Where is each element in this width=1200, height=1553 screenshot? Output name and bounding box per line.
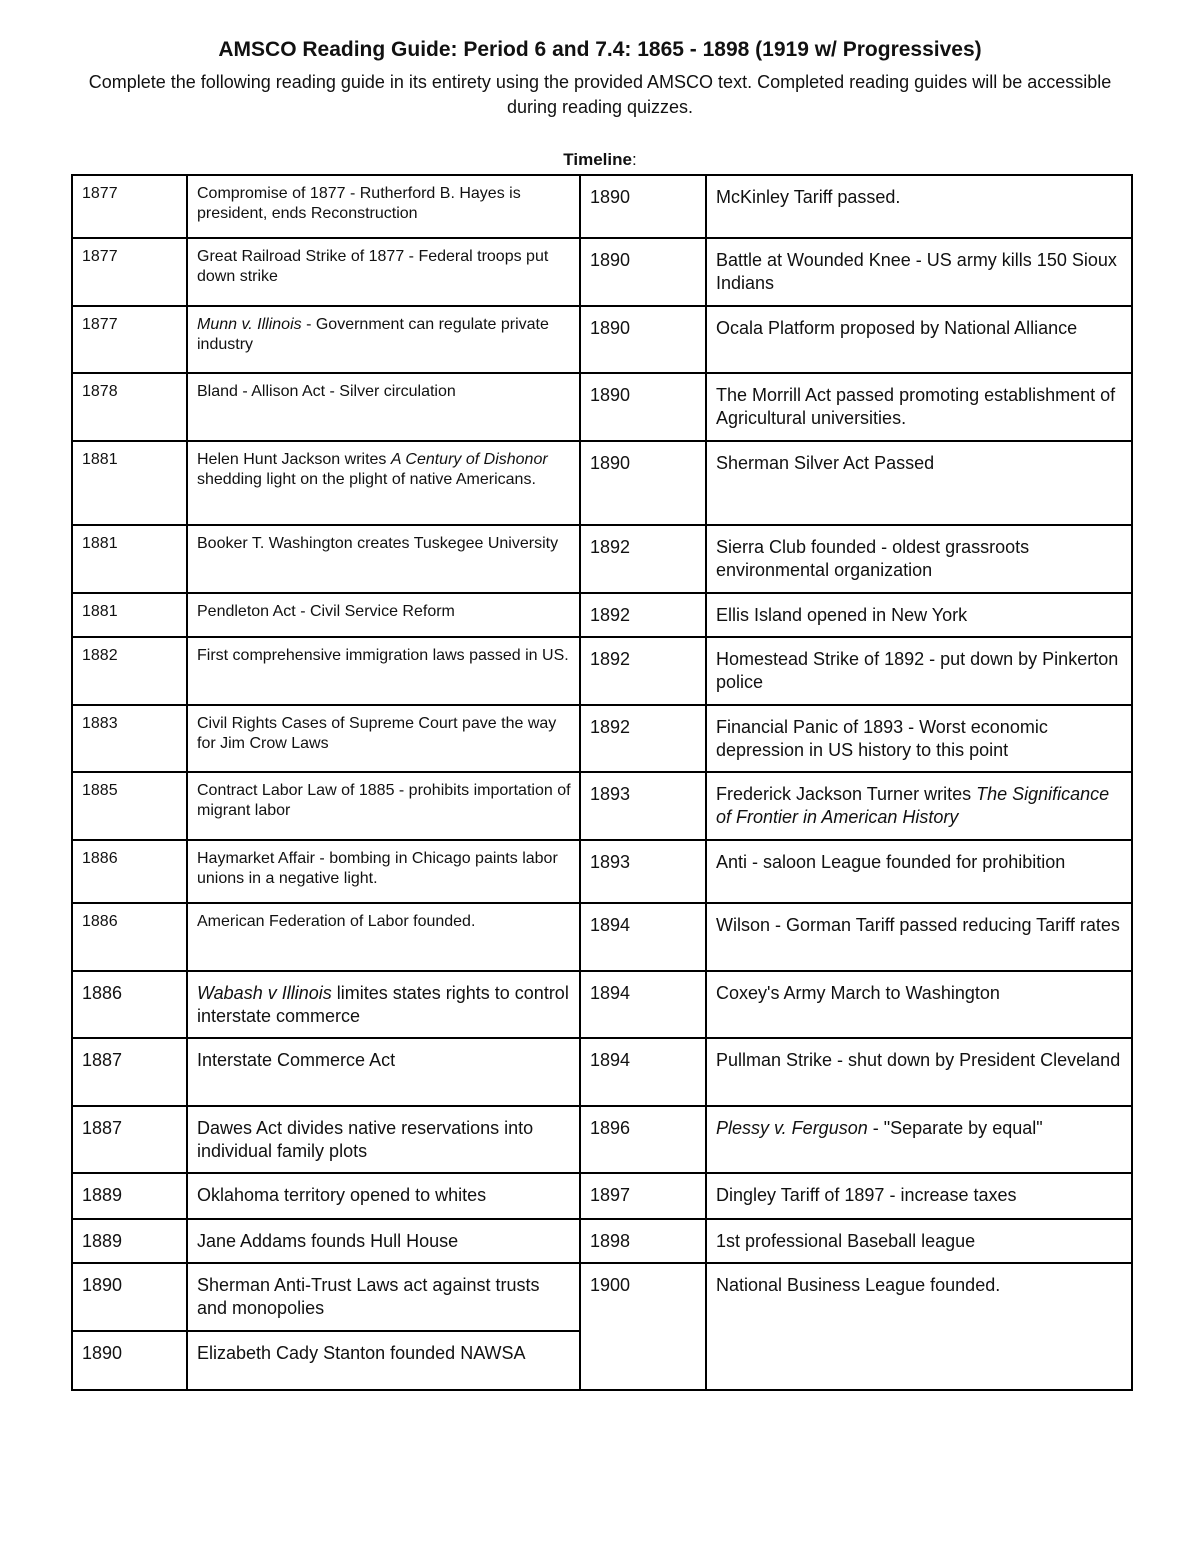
table-row: [72, 840, 1132, 903]
year-cell: 1894: [580, 1038, 706, 1106]
table-row: [72, 1219, 1132, 1263]
case-name: Munn v. Illinois: [197, 316, 302, 333]
event-cell: Ocala Platform proposed by National Alliance: [706, 306, 1132, 373]
event-cell: Great Railroad Strike of 1877 - Federal troops put down strike: [187, 238, 580, 306]
event-cell: Ellis Island opened in New York: [706, 593, 1132, 637]
event-cell: First comprehensive immigration laws passed in US.: [187, 637, 580, 705]
year-cell: 1877: [72, 238, 187, 306]
year-cell: 1897: [580, 1173, 706, 1219]
table-row: [72, 772, 1132, 840]
event-cell: Pendleton Act - Civil Service Reform: [187, 593, 580, 637]
year-cell: 1890: [72, 1263, 187, 1331]
event-cell: [187, 441, 580, 525]
year-cell: 1890: [72, 1331, 187, 1390]
event-cell: Haymarket Affair - bombing in Chicago paints labor unions in a negative light.: [187, 840, 580, 903]
year-cell: 1886: [72, 840, 187, 903]
year-cell: 1890: [580, 238, 706, 306]
table-row: [72, 306, 1132, 373]
event-cell: [187, 971, 580, 1038]
event-text: - Government can regulate private industry: [197, 316, 549, 353]
event-cell: Oklahoma territory opened to whites: [187, 1173, 580, 1219]
year-cell: 1893: [580, 840, 706, 903]
table-row: [72, 705, 1132, 772]
table-row: [72, 238, 1132, 306]
event-cell: Booker T. Washington creates Tuskegee University: [187, 525, 580, 593]
table-row: [72, 525, 1132, 593]
table-row: [72, 175, 1132, 238]
timeline-colon: :: [631, 150, 637, 169]
timeline-heading: [0, 150, 1200, 170]
event-cell: Dingley Tariff of 1897 - increase taxes: [706, 1173, 1132, 1219]
year-cell: 1894: [580, 903, 706, 971]
event-cell: Sherman Anti-Trust Laws act against trusts and monopolies: [187, 1263, 580, 1331]
timeline-label: Timeline: [563, 150, 632, 169]
year-cell: 1877: [72, 306, 187, 373]
event-cell: Wilson - Gorman Tariff passed reducing Tariff rates: [706, 903, 1132, 971]
year-cell: 1886: [72, 971, 187, 1038]
year-cell: 1893: [580, 772, 706, 840]
book-title: A Century of Dishonor: [390, 451, 548, 468]
event-cell: American Federation of Labor founded.: [187, 903, 580, 971]
event-cell: [706, 1106, 1132, 1173]
table-row: [72, 1263, 1132, 1331]
table-row: [72, 593, 1132, 637]
year-cell: 1878: [72, 373, 187, 441]
event-cell: Interstate Commerce Act: [187, 1038, 580, 1106]
year-cell: 1896: [580, 1106, 706, 1173]
event-cell: Contract Labor Law of 1885 - prohibits importation of migrant labor: [187, 772, 580, 840]
event-cell: Dawes Act divides native reservations into individual family plots: [187, 1106, 580, 1173]
table-row: [72, 1106, 1132, 1173]
book-title: The Significance of Frontier in American History: [716, 784, 1110, 827]
year-cell: 1898: [580, 1219, 706, 1263]
case-name: Wabash v Illinois: [197, 983, 332, 1003]
year-cell: 1892: [580, 525, 706, 593]
event-cell: Compromise of 1877 - Rutherford B. Hayes is president, ends Reconstruction: [187, 175, 580, 238]
event-cell: Jane Addams founds Hull House: [187, 1219, 580, 1263]
year-cell: 1889: [72, 1219, 187, 1263]
event-text: limites states rights to control interstate commerce: [197, 983, 569, 1026]
event-cell: Sierra Club founded - oldest grassroots environmental organization: [706, 525, 1132, 593]
event-cell: [187, 306, 580, 373]
instructions: Complete the following reading guide in its entirety using the provided AMSCO text. Completed reading guides will be accessible during reading quizzes.: [88, 72, 1112, 117]
table-row: [72, 441, 1132, 525]
event-cell: 1st professional Baseball league: [706, 1219, 1132, 1263]
year-cell: 1886: [72, 903, 187, 971]
event-text: - "Separate by equal": [867, 1118, 1043, 1138]
timeline-table: [71, 174, 1133, 1391]
year-cell: 1881: [72, 441, 187, 525]
table-row: [72, 373, 1132, 441]
event-cell: [706, 772, 1132, 840]
year-cell: 1887: [72, 1106, 187, 1173]
table-row: [72, 637, 1132, 705]
event-cell: Civil Rights Cases of Supreme Court pave the way for Jim Crow Laws: [187, 705, 580, 772]
year-cell: 1890: [580, 441, 706, 525]
year-cell: 1877: [72, 175, 187, 238]
event-cell: Coxey's Army March to Washington: [706, 971, 1132, 1038]
year-cell: 1890: [580, 306, 706, 373]
year-cell: 1887: [72, 1038, 187, 1106]
year-cell: 1892: [580, 593, 706, 637]
event-cell: National Business League founded.: [706, 1263, 1132, 1390]
event-cell: The Morrill Act passed promoting establishment of Agricultural universities.: [706, 373, 1132, 441]
event-cell: Anti - saloon League founded for prohibition: [706, 840, 1132, 903]
year-cell: 1885: [72, 772, 187, 840]
year-cell: 1883: [72, 705, 187, 772]
year-cell: 1881: [72, 525, 187, 593]
case-name: Plessy v. Ferguson: [716, 1118, 868, 1138]
page-title: AMSCO Reading Guide: Period 6 and 7.4: 1865 - 1898 (1919 w/ Progressives): [218, 38, 982, 61]
event-text: Helen Hunt Jackson writes: [197, 451, 391, 468]
event-cell: Bland - Allison Act - Silver circulation: [187, 373, 580, 441]
year-cell: 1892: [580, 637, 706, 705]
event-cell: Pullman Strike - shut down by President Cleveland: [706, 1038, 1132, 1106]
year-cell: 1892: [580, 705, 706, 772]
year-cell: 1882: [72, 637, 187, 705]
table-row: [72, 903, 1132, 971]
year-cell: 1881: [72, 593, 187, 637]
year-cell: 1890: [580, 175, 706, 238]
event-text: shedding light on the plight of native Americans.: [197, 471, 536, 488]
table-row: [72, 1173, 1132, 1219]
event-cell: McKinley Tariff passed.: [706, 175, 1132, 238]
event-cell: Battle at Wounded Knee - US army kills 150 Sioux Indians: [706, 238, 1132, 306]
event-text: Frederick Jackson Turner writes: [716, 784, 977, 804]
event-cell: Sherman Silver Act Passed: [706, 441, 1132, 525]
table-row: [72, 1038, 1132, 1106]
table-row: [72, 971, 1132, 1038]
event-cell: Elizabeth Cady Stanton founded NAWSA: [187, 1331, 580, 1390]
year-cell: 1900: [580, 1263, 706, 1390]
year-cell: 1889: [72, 1173, 187, 1219]
year-cell: 1894: [580, 971, 706, 1038]
year-cell: 1890: [580, 373, 706, 441]
event-cell: Homestead Strike of 1892 - put down by Pinkerton police: [706, 637, 1132, 705]
event-cell: Financial Panic of 1893 - Worst economic depression in US history to this point: [706, 705, 1132, 772]
